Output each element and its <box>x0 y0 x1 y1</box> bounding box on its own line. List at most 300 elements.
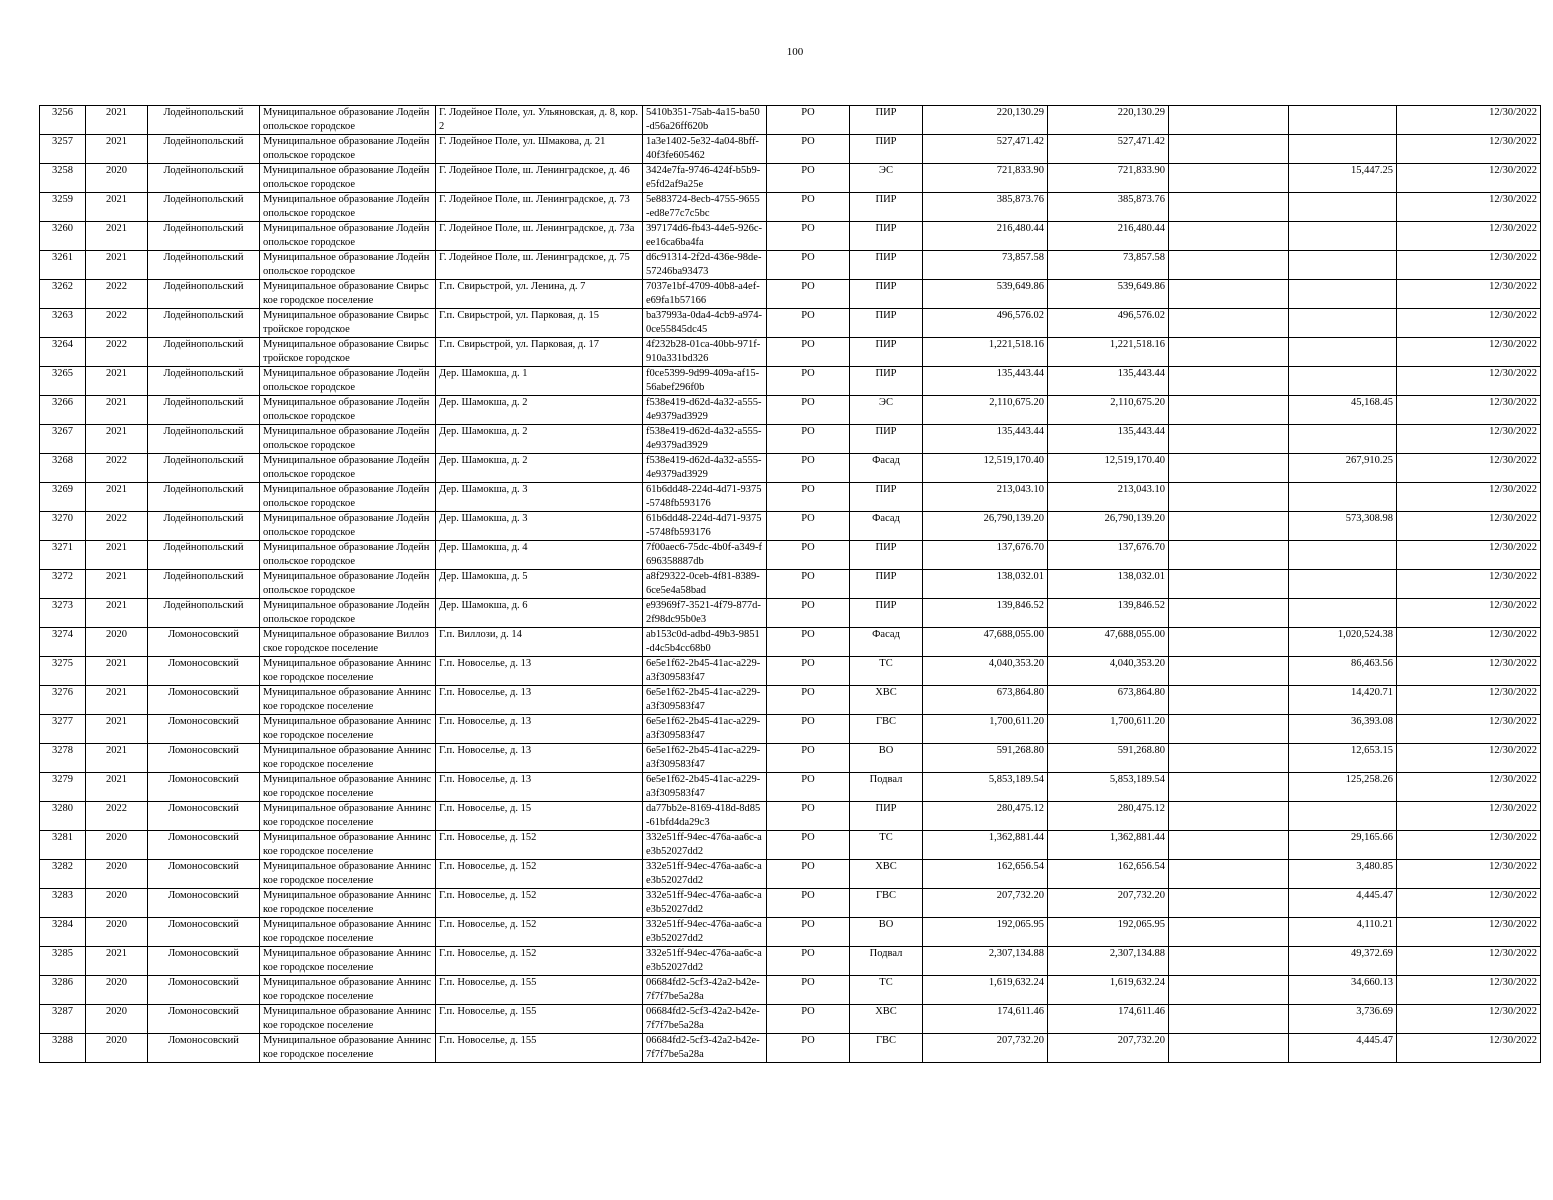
cell-a1: 2,307,134.88 <box>923 947 1048 976</box>
cell-mo: Муниципальное образование Аннинское городское поселение <box>260 918 436 947</box>
cell-num: 3261 <box>40 251 86 280</box>
table-row <box>40 367 1541 396</box>
cell-date: 12/30/2022 <box>1397 570 1541 599</box>
cell-date: 12/30/2022 <box>1397 599 1541 628</box>
cell-a1: 26,790,139.20 <box>923 512 1048 541</box>
cell-a2: 135,443.44 <box>1048 367 1169 396</box>
cell-type: ПИР <box>850 280 923 309</box>
cell-guid: 6e5e1f62-2b45-41ac-a229-a3f309583f47 <box>643 657 767 686</box>
cell-a2: 26,790,139.20 <box>1048 512 1169 541</box>
table-row <box>40 599 1541 628</box>
cell-district: Ломоносовский <box>148 1005 260 1034</box>
cell-district: Лодейнопольский <box>148 541 260 570</box>
cell-a1: 213,043.10 <box>923 483 1048 512</box>
cell-a1: 216,480.44 <box>923 222 1048 251</box>
cell-guid: 332e51ff-94ec-476a-aa6c-ae3b52027dd2 <box>643 831 767 860</box>
cell-district: Ломоносовский <box>148 802 260 831</box>
cell-addr: Г.п. Новоселье, д. 152 <box>436 918 643 947</box>
cell-num: 3284 <box>40 918 86 947</box>
cell-guid: 6e5e1f62-2b45-41ac-a229-a3f309583f47 <box>643 744 767 773</box>
cell-a1: 1,700,611.20 <box>923 715 1048 744</box>
cell-a1: 591,268.80 <box>923 744 1048 773</box>
cell-guid: 6e5e1f62-2b45-41ac-a229-a3f309583f47 <box>643 773 767 802</box>
cell-a4 <box>1289 802 1397 831</box>
cell-type: ПИР <box>850 135 923 164</box>
cell-a2: 1,362,881.44 <box>1048 831 1169 860</box>
cell-a2: 1,700,611.20 <box>1048 715 1169 744</box>
cell-district: Лодейнопольский <box>148 570 260 599</box>
cell-mo: Муниципальное образование Лодейнопольское городское <box>260 164 436 193</box>
cell-a4: 45,168.45 <box>1289 396 1397 425</box>
table-row <box>40 976 1541 1005</box>
cell-district: Лодейнопольский <box>148 251 260 280</box>
cell-src: РО <box>767 947 850 976</box>
cell-a3 <box>1169 715 1289 744</box>
cell-year: 2021 <box>86 715 148 744</box>
cell-mo: Муниципальное образование Аннинское городское поселение <box>260 831 436 860</box>
cell-type: ПИР <box>850 541 923 570</box>
cell-date: 12/30/2022 <box>1397 686 1541 715</box>
cell-a2: 207,732.20 <box>1048 1034 1169 1063</box>
cell-a2: 135,443.44 <box>1048 425 1169 454</box>
cell-a4: 14,420.71 <box>1289 686 1397 715</box>
cell-a4: 49,372.69 <box>1289 947 1397 976</box>
cell-a3 <box>1169 773 1289 802</box>
cell-mo: Муниципальное образование Аннинское городское поселение <box>260 1034 436 1063</box>
cell-district: Ломоносовский <box>148 657 260 686</box>
cell-district: Ломоносовский <box>148 715 260 744</box>
cell-year: 2021 <box>86 686 148 715</box>
cell-src: РО <box>767 164 850 193</box>
cell-addr: Г.п. Новоселье, д. 155 <box>436 1034 643 1063</box>
cell-mo: Муниципальное образование Лодейнопольское городское <box>260 454 436 483</box>
cell-a4: 125,258.26 <box>1289 773 1397 802</box>
cell-guid: 4f232b28-01ca-40bb-971f-910a331bd326 <box>643 338 767 367</box>
cell-year: 2021 <box>86 773 148 802</box>
cell-a2: 5,853,189.54 <box>1048 773 1169 802</box>
cell-year: 2021 <box>86 744 148 773</box>
cell-num: 3266 <box>40 396 86 425</box>
cell-mo: Муниципальное образование Аннинское городское поселение <box>260 976 436 1005</box>
cell-a1: 539,649.86 <box>923 280 1048 309</box>
cell-guid: 332e51ff-94ec-476a-aa6c-ae3b52027dd2 <box>643 947 767 976</box>
table-row <box>40 715 1541 744</box>
cell-date: 12/30/2022 <box>1397 367 1541 396</box>
cell-year: 2021 <box>86 570 148 599</box>
cell-type: ГВС <box>850 1034 923 1063</box>
cell-a4 <box>1289 338 1397 367</box>
cell-a1: 1,619,632.24 <box>923 976 1048 1005</box>
cell-num: 3278 <box>40 744 86 773</box>
cell-date: 12/30/2022 <box>1397 976 1541 1005</box>
cell-guid: da77bb2e-8169-418d-8d85-61bfd4da29c3 <box>643 802 767 831</box>
cell-a2: 174,611.46 <box>1048 1005 1169 1034</box>
cell-num: 3281 <box>40 831 86 860</box>
cell-guid: f0ce5399-9d99-409a-af15-56abef296f0b <box>643 367 767 396</box>
cell-src: РО <box>767 396 850 425</box>
cell-addr: Г.п. Новоселье, д. 13 <box>436 657 643 686</box>
cell-district: Лодейнопольский <box>148 599 260 628</box>
cell-mo: Муниципальное образование Лодейнопольское городское <box>260 541 436 570</box>
cell-district: Лодейнопольский <box>148 106 260 135</box>
cell-src: РО <box>767 918 850 947</box>
cell-a4: 3,736.69 <box>1289 1005 1397 1034</box>
cell-num: 3287 <box>40 1005 86 1034</box>
cell-type: ГВС <box>850 889 923 918</box>
cell-a1: 162,656.54 <box>923 860 1048 889</box>
cell-a1: 527,471.42 <box>923 135 1048 164</box>
cell-a4 <box>1289 309 1397 338</box>
cell-guid: f538e419-d62d-4a32-a555-4e9379ad3929 <box>643 454 767 483</box>
cell-a2: 192,065.95 <box>1048 918 1169 947</box>
cell-date: 12/30/2022 <box>1397 860 1541 889</box>
cell-mo: Муниципальное образование Лодейнопольское городское <box>260 106 436 135</box>
cell-year: 2022 <box>86 280 148 309</box>
cell-num: 3268 <box>40 454 86 483</box>
cell-mo: Муниципальное образование Аннинское городское поселение <box>260 802 436 831</box>
cell-a3 <box>1169 135 1289 164</box>
cell-num: 3283 <box>40 889 86 918</box>
cell-a4 <box>1289 222 1397 251</box>
cell-addr: Г. Лодейное Поле, ш. Ленинградское, д. 73 <box>436 193 643 222</box>
table-row <box>40 570 1541 599</box>
cell-a2: 73,857.58 <box>1048 251 1169 280</box>
cell-date: 12/30/2022 <box>1397 280 1541 309</box>
cell-addr: Г. Лодейное Поле, ш. Ленинградское, д. 75 <box>436 251 643 280</box>
cell-a3 <box>1169 193 1289 222</box>
cell-year: 2022 <box>86 309 148 338</box>
cell-year: 2020 <box>86 1034 148 1063</box>
table-row <box>40 106 1541 135</box>
cell-mo: Муниципальное образование Лодейнопольское городское <box>260 367 436 396</box>
cell-type: ПИР <box>850 338 923 367</box>
cell-src: РО <box>767 889 850 918</box>
cell-date: 12/30/2022 <box>1397 425 1541 454</box>
cell-a4 <box>1289 367 1397 396</box>
cell-addr: Г.п. Свирьстрой, ул. Парковая, д. 15 <box>436 309 643 338</box>
cell-district: Ломоносовский <box>148 773 260 802</box>
cell-date: 12/30/2022 <box>1397 193 1541 222</box>
cell-mo: Муниципальное образование Аннинское городское поселение <box>260 715 436 744</box>
cell-guid: ba37993a-0da4-4cb9-a974-0ce55845dc45 <box>643 309 767 338</box>
cell-num: 3270 <box>40 512 86 541</box>
cell-addr: Дер. Шамокша, д. 3 <box>436 512 643 541</box>
cell-src: РО <box>767 570 850 599</box>
cell-num: 3273 <box>40 599 86 628</box>
cell-num: 3285 <box>40 947 86 976</box>
cell-a2: 137,676.70 <box>1048 541 1169 570</box>
cell-district: Лодейнопольский <box>148 280 260 309</box>
cell-year: 2020 <box>86 1005 148 1034</box>
cell-src: РО <box>767 715 850 744</box>
cell-date: 12/30/2022 <box>1397 1005 1541 1034</box>
cell-guid: 332e51ff-94ec-476a-aa6c-ae3b52027dd2 <box>643 860 767 889</box>
cell-mo: Муниципальное образование Свирьстройское городское <box>260 309 436 338</box>
cell-a4: 267,910.25 <box>1289 454 1397 483</box>
cell-type: ПИР <box>850 222 923 251</box>
table-row <box>40 947 1541 976</box>
cell-mo: Муниципальное образование Лодейнопольское городское <box>260 570 436 599</box>
cell-mo: Муниципальное образование Аннинское городское поселение <box>260 657 436 686</box>
cell-district: Лодейнопольский <box>148 338 260 367</box>
cell-date: 12/30/2022 <box>1397 715 1541 744</box>
cell-a3 <box>1169 860 1289 889</box>
cell-year: 2021 <box>86 222 148 251</box>
table-row <box>40 425 1541 454</box>
cell-district: Лодейнопольский <box>148 164 260 193</box>
cell-date: 12/30/2022 <box>1397 454 1541 483</box>
cell-a2: 539,649.86 <box>1048 280 1169 309</box>
cell-addr: Дер. Шамокша, д. 2 <box>436 454 643 483</box>
cell-a3 <box>1169 744 1289 773</box>
cell-a2: 2,307,134.88 <box>1048 947 1169 976</box>
cell-a2: 1,221,518.16 <box>1048 338 1169 367</box>
table-row <box>40 512 1541 541</box>
table-row <box>40 251 1541 280</box>
cell-district: Ломоносовский <box>148 1034 260 1063</box>
cell-guid: a8f29322-0ceb-4f81-8389-6ce5e4a58bad <box>643 570 767 599</box>
cell-type: Фасад <box>850 628 923 657</box>
cell-type: ТС <box>850 976 923 1005</box>
cell-addr: Г.п. Новоселье, д. 15 <box>436 802 643 831</box>
cell-addr: Г.п. Новоселье, д. 155 <box>436 976 643 1005</box>
cell-a3 <box>1169 367 1289 396</box>
cell-type: ПИР <box>850 483 923 512</box>
cell-src: РО <box>767 251 850 280</box>
cell-a4 <box>1289 135 1397 164</box>
cell-addr: Дер. Шамокша, д. 5 <box>436 570 643 599</box>
cell-a3 <box>1169 570 1289 599</box>
cell-date: 12/30/2022 <box>1397 309 1541 338</box>
cell-type: ВО <box>850 918 923 947</box>
cell-num: 3286 <box>40 976 86 1005</box>
cell-num: 3260 <box>40 222 86 251</box>
cell-district: Лодейнопольский <box>148 512 260 541</box>
cell-date: 12/30/2022 <box>1397 164 1541 193</box>
cell-src: РО <box>767 193 850 222</box>
cell-year: 2021 <box>86 251 148 280</box>
cell-a3 <box>1169 1034 1289 1063</box>
cell-a1: 138,032.01 <box>923 570 1048 599</box>
cell-a1: 135,443.44 <box>923 367 1048 396</box>
cell-a1: 137,676.70 <box>923 541 1048 570</box>
cell-date: 12/30/2022 <box>1397 512 1541 541</box>
cell-src: РО <box>767 541 850 570</box>
cell-a4 <box>1289 251 1397 280</box>
cell-a2: 162,656.54 <box>1048 860 1169 889</box>
cell-a4: 4,445.47 <box>1289 1034 1397 1063</box>
cell-a1: 496,576.02 <box>923 309 1048 338</box>
cell-year: 2021 <box>86 106 148 135</box>
cell-src: РО <box>767 454 850 483</box>
cell-a3 <box>1169 251 1289 280</box>
table-row <box>40 628 1541 657</box>
table-row <box>40 483 1541 512</box>
table-row <box>40 193 1541 222</box>
cell-a3 <box>1169 831 1289 860</box>
cell-a1: 673,864.80 <box>923 686 1048 715</box>
cell-date: 12/30/2022 <box>1397 773 1541 802</box>
cell-addr: Г.п. Новоселье, д. 152 <box>436 947 643 976</box>
cell-src: РО <box>767 976 850 1005</box>
cell-type: ГВС <box>850 715 923 744</box>
table-row <box>40 454 1541 483</box>
cell-mo: Муниципальное образование Лодейнопольское городское <box>260 396 436 425</box>
cell-year: 2020 <box>86 918 148 947</box>
cell-type: ПИР <box>850 309 923 338</box>
cell-src: РО <box>767 1034 850 1063</box>
cell-mo: Муниципальное образование Аннинское городское поселение <box>260 889 436 918</box>
cell-type: ЭС <box>850 396 923 425</box>
cell-a3 <box>1169 599 1289 628</box>
cell-mo: Муниципальное образование Аннинское городское поселение <box>260 1005 436 1034</box>
cell-num: 3256 <box>40 106 86 135</box>
cell-addr: Г. Лодейное Поле, ш. Ленинградское, д. 46 <box>436 164 643 193</box>
cell-mo: Муниципальное образование Аннинское городское поселение <box>260 860 436 889</box>
cell-a4: 4,110.21 <box>1289 918 1397 947</box>
cell-date: 12/30/2022 <box>1397 396 1541 425</box>
cell-num: 3274 <box>40 628 86 657</box>
cell-a1: 174,611.46 <box>923 1005 1048 1034</box>
cell-type: ХВС <box>850 686 923 715</box>
table-row <box>40 657 1541 686</box>
cell-type: ПИР <box>850 802 923 831</box>
cell-year: 2021 <box>86 483 148 512</box>
cell-district: Ломоносовский <box>148 628 260 657</box>
cell-district: Лодейнопольский <box>148 425 260 454</box>
cell-num: 3277 <box>40 715 86 744</box>
cell-guid: 332e51ff-94ec-476a-aa6c-ae3b52027dd2 <box>643 918 767 947</box>
cell-a3 <box>1169 657 1289 686</box>
cell-guid: 61b6dd48-224d-4d71-9375-5748fb593176 <box>643 483 767 512</box>
cell-a4 <box>1289 425 1397 454</box>
cell-mo: Муниципальное образование Лодейнопольское городское <box>260 251 436 280</box>
cell-a4 <box>1289 599 1397 628</box>
table-row <box>40 860 1541 889</box>
cell-addr: Г.п. Новоселье, д. 13 <box>436 686 643 715</box>
cell-num: 3275 <box>40 657 86 686</box>
cell-a3 <box>1169 947 1289 976</box>
table-row <box>40 541 1541 570</box>
cell-src: РО <box>767 483 850 512</box>
cell-addr: Дер. Шамокша, д. 2 <box>436 396 643 425</box>
cell-addr: Г.п. Новоселье, д. 13 <box>436 773 643 802</box>
cell-date: 12/30/2022 <box>1397 106 1541 135</box>
cell-year: 2021 <box>86 657 148 686</box>
cell-district: Ломоносовский <box>148 918 260 947</box>
cell-a3 <box>1169 483 1289 512</box>
cell-type: ВО <box>850 744 923 773</box>
cell-a1: 135,443.44 <box>923 425 1048 454</box>
cell-mo: Муниципальное образование Лодейнопольское городское <box>260 135 436 164</box>
cell-guid: d6c91314-2f2d-436e-98de-57246ba93473 <box>643 251 767 280</box>
cell-num: 3264 <box>40 338 86 367</box>
page-number: 100 <box>786 46 804 58</box>
cell-guid: f538e419-d62d-4a32-a555-4e9379ad3929 <box>643 396 767 425</box>
table-row <box>40 773 1541 802</box>
cell-year: 2022 <box>86 802 148 831</box>
table-row <box>40 280 1541 309</box>
cell-mo: Муниципальное образование Аннинское городское поселение <box>260 947 436 976</box>
cell-type: ПИР <box>850 106 923 135</box>
cell-mo: Муниципальное образование Лодейнопольское городское <box>260 483 436 512</box>
cell-district: Ломоносовский <box>148 686 260 715</box>
table-row <box>40 164 1541 193</box>
cell-year: 2021 <box>86 599 148 628</box>
cell-a2: 1,619,632.24 <box>1048 976 1169 1005</box>
cell-date: 12/30/2022 <box>1397 628 1541 657</box>
cell-a2: 207,732.20 <box>1048 889 1169 918</box>
cell-year: 2021 <box>86 367 148 396</box>
cell-a4 <box>1289 483 1397 512</box>
cell-src: РО <box>767 657 850 686</box>
cell-guid: 06684fd2-5cf3-42a2-b42e-7f7f7be5a28a <box>643 1034 767 1063</box>
cell-addr: Г.п. Новоселье, д. 13 <box>436 715 643 744</box>
cell-guid: 06684fd2-5cf3-42a2-b42e-7f7f7be5a28a <box>643 1005 767 1034</box>
cell-mo: Муниципальное образование Аннинское городское поселение <box>260 744 436 773</box>
cell-a2: 280,475.12 <box>1048 802 1169 831</box>
cell-mo: Муниципальное образование Свирьское городское поселение <box>260 280 436 309</box>
cell-a1: 5,853,189.54 <box>923 773 1048 802</box>
cell-src: РО <box>767 222 850 251</box>
cell-src: РО <box>767 135 850 164</box>
cell-a2: 220,130.29 <box>1048 106 1169 135</box>
cell-src: РО <box>767 309 850 338</box>
cell-year: 2021 <box>86 541 148 570</box>
cell-date: 12/30/2022 <box>1397 947 1541 976</box>
cell-a1: 12,519,170.40 <box>923 454 1048 483</box>
cell-district: Лодейнопольский <box>148 454 260 483</box>
cell-addr: Дер. Шамокша, д. 2 <box>436 425 643 454</box>
cell-a1: 1,362,881.44 <box>923 831 1048 860</box>
cell-addr: Дер. Шамокша, д. 4 <box>436 541 643 570</box>
cell-addr: Г.п. Свирьстрой, ул. Парковая, д. 17 <box>436 338 643 367</box>
cell-a3 <box>1169 889 1289 918</box>
cell-guid: 6e5e1f62-2b45-41ac-a229-a3f309583f47 <box>643 686 767 715</box>
cell-a1: 73,857.58 <box>923 251 1048 280</box>
cell-year: 2021 <box>86 425 148 454</box>
cell-guid: 5e883724-8ecb-4755-9655-ed8e77c7c5bc <box>643 193 767 222</box>
cell-date: 12/30/2022 <box>1397 1034 1541 1063</box>
cell-a1: 2,110,675.20 <box>923 396 1048 425</box>
cell-guid: 6e5e1f62-2b45-41ac-a229-a3f309583f47 <box>643 715 767 744</box>
cell-addr: Дер. Шамокша, д. 6 <box>436 599 643 628</box>
cell-a4: 573,308.98 <box>1289 512 1397 541</box>
cell-a3 <box>1169 628 1289 657</box>
cell-num: 3262 <box>40 280 86 309</box>
cell-src: РО <box>767 425 850 454</box>
cell-date: 12/30/2022 <box>1397 222 1541 251</box>
cell-num: 3258 <box>40 164 86 193</box>
cell-a3 <box>1169 1005 1289 1034</box>
registry-table <box>39 105 1541 1063</box>
cell-num: 3263 <box>40 309 86 338</box>
cell-mo: Муниципальное образование Лодейнопольское городское <box>260 222 436 251</box>
cell-type: Фасад <box>850 512 923 541</box>
table-row <box>40 396 1541 425</box>
cell-src: РО <box>767 338 850 367</box>
table-row <box>40 744 1541 773</box>
cell-a2: 138,032.01 <box>1048 570 1169 599</box>
cell-guid: 332e51ff-94ec-476a-aa6c-ae3b52027dd2 <box>643 889 767 918</box>
cell-district: Лодейнопольский <box>148 396 260 425</box>
cell-a3 <box>1169 425 1289 454</box>
cell-a2: 496,576.02 <box>1048 309 1169 338</box>
cell-src: РО <box>767 280 850 309</box>
cell-a4: 4,445.47 <box>1289 889 1397 918</box>
cell-addr: Г. Лодейное Поле, ул. Ульяновская, д. 8, кор. 2 <box>436 106 643 135</box>
cell-addr: Г.п. Новоселье, д. 13 <box>436 744 643 773</box>
